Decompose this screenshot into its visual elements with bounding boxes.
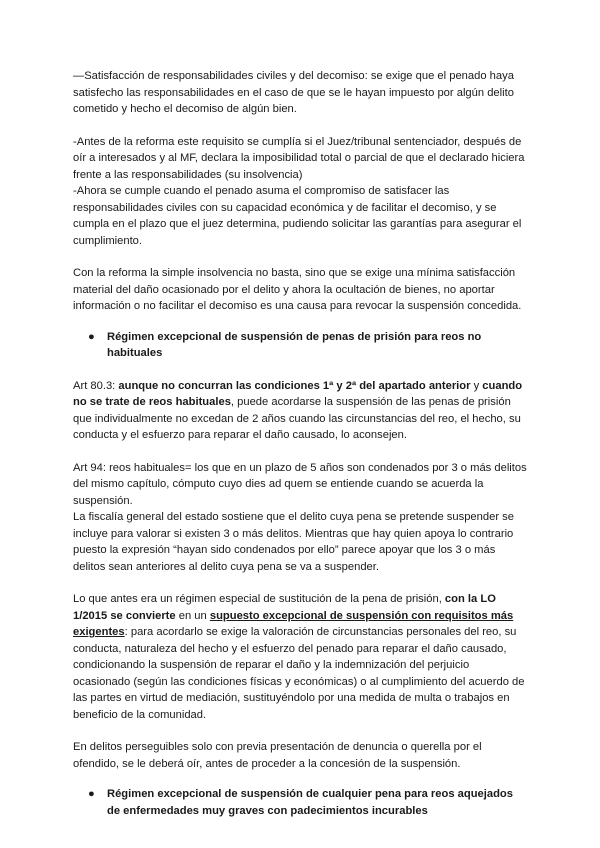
paragraph-art-80-3 (73, 378, 528, 444)
paragraph-responsabilidades: —Satisfacción de responsabilidades civiles y del decomiso: se exige que el penado haya satisfecho las responsabilidades en el caso de que se le hayan impuesto por algún delito cometido y hecho el decomiso de algún bien. (73, 70, 514, 115)
bullet-heading-enfermedades (73, 786, 528, 819)
art-80-3-prefix: Art 80.3: (73, 379, 119, 392)
paragraph-regimen-especial (73, 591, 528, 723)
bullet-heading-reos-no-habituales (73, 329, 528, 362)
bullet-heading-text: Régimen excepcional de suspensión de penas de prisión para reos no habituales (107, 330, 482, 359)
regimen-underlined: supuesto excepcional de suspensión con requisitos más exigentes (73, 609, 514, 638)
paragraph-antes-reforma: -Antes de la reforma este requisito se cumplía si el Juez/tribunal sentenciador, después de oír a interesados y al MF, declara la imposibilidad total o parcial de que el declarado hiciera frente a las responsabilidades (su insolvencia) (73, 135, 525, 181)
paragraph-art-94: Art 94: reos habituales= los que en un plazo de 5 años son condenados por 3 o más delitos del mismo capítulo, cómputo cuyo dies ad quem se entiende cuando se acuerda la suspensión. (73, 461, 527, 507)
regimen-rest: : para acordarlo se exige la valoración de circunstancias personales del reo, su conducta, naturaleza del hecho y el esfuerzo del penado para reparar el daño causado, condicionando la suspensión de reparar el daño y la indemnización del perjuicio ocasionado (según las condiciones físicas y económicas) o al cumplimiento del acuerdo de las partes en virtud de mediación, sustituyéndolo por una medida de multa o trabajos en beneficio de la comunidad. (73, 626, 525, 721)
bullet-dot: ● (88, 788, 95, 800)
regimen-prefix: Lo que antes era un régimen especial de sustitución de la pena de prisión, (73, 593, 445, 605)
bullet-dot: ● (88, 330, 95, 343)
art-80-3-rest: , puede acordarse la suspensión de las penas de prisión que individualmente no excedan de 2 años cuando las circunstancias del reo, el hecho, su conducta y el esfuerzo para reparar el daño causado, lo aconsejen. (73, 396, 521, 441)
paragraph-con-reforma: Con la reforma la simple insolvencia no basta, sino que se exige una mínima satisfacción material del daño ocasionado por el delito y ahora la ocultación de bienes, no aportar información o no facilitar el decomiso es una causa para revocar la suspensión concedida. (73, 267, 522, 312)
paragraph-fiscalia: La fiscalía general del estado sostiene que el delito cuya pena se pretende suspender se incluye para valorar si existen 3 o más delitos. Mientras que hay quien apoya lo contrario puesto la expresión “hayan sido condenados por ello” parece apoyar que los 3 o más delitos sean anteriores al delito cuya pena se va a suspender. (73, 511, 514, 573)
regimen-mid: en un (175, 609, 210, 622)
art-80-3-mid: y (470, 379, 483, 392)
art-80-3-bold-1: aunque no concurran las condiciones 1ª y 2ª del apartado anterior (118, 379, 471, 392)
art-80-3-bold-2: cuando no se trate de reos habituales (73, 379, 523, 408)
paragraph-ahora: -Ahora se cumple cuando el penado asuma el compromiso de satisfacer las responsabilidades civiles con su capacidad económica y de facilitar el decomiso, y se cumpla en el plazo que el juez determina, pudiendo solicitar las garantías para asegurar el cumplimiento. (73, 185, 522, 247)
paragraph-delitos-perseguibles: En delitos perseguibles solo con previa presentación de denuncia o querella por el ofendido, se le deberá oír, antes de proceder a la concesión de la suspensión. (73, 741, 482, 770)
regimen-bold: con la LO 1/2015 se convierte (73, 593, 496, 622)
bullet-heading-text: Régimen excepcional de suspensión de cualquier pena para reos aquejados de enfermedades muy graves con padecimientos incurables (107, 788, 513, 817)
document-body (73, 68, 528, 819)
